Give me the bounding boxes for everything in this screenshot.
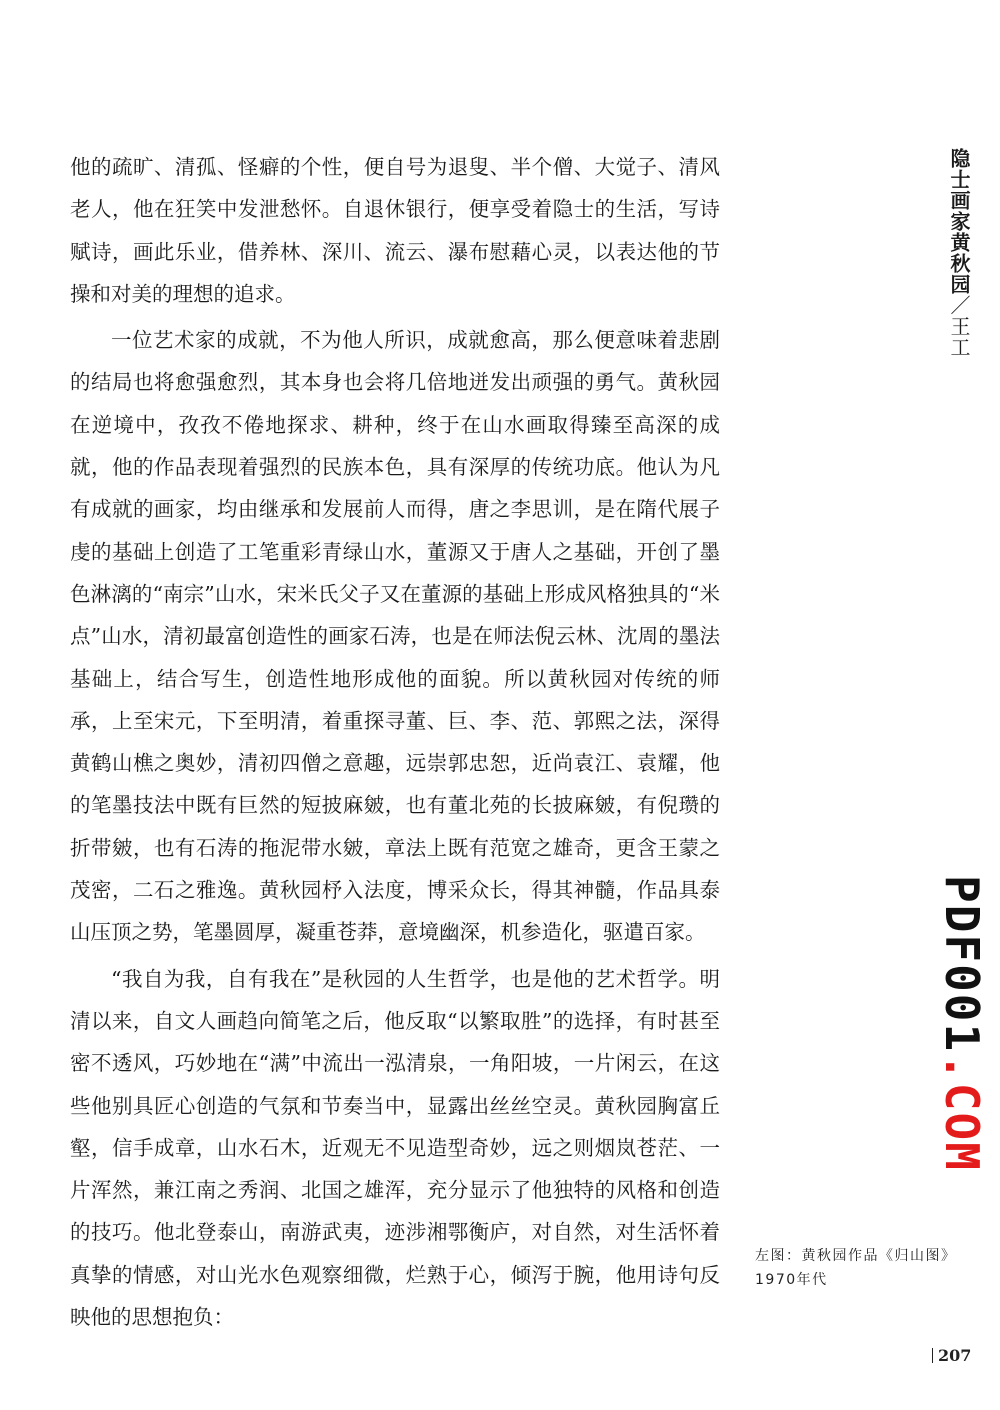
- article-title: 隐士画家黄秋园: [947, 148, 971, 295]
- article-body: [70, 146, 720, 1338]
- watermark-suffix: .COM: [935, 1053, 989, 1172]
- caption-line-1: 左图：黄秋园作品《归山图》: [755, 1248, 957, 1264]
- page-number-rule: [932, 1348, 933, 1363]
- watermark-prefix: PDF001: [935, 875, 989, 1054]
- caption-line-2: 1970年代: [755, 1272, 828, 1288]
- page-number-value: 207: [938, 1346, 972, 1365]
- paragraph-2: 一位艺术家的成就，不为他人所识，成就愈高，那么便意味着悲剧的结局也将愈强愈烈，其本身也会将几倍地迸发出顽强的勇气。黄秋园在逆境中，孜孜不倦地探求、耕种，终于在山水画取得臻至高深的成就，他的作品表现着强烈的民族本色，具有深厚的传统功底。他认为凡有成就的画家，均由继承和发展前人而得，唐之李思训，是在隋代展子虔的基础上创造了工笔重彩青绿山水，董源又于唐人之基础，开创了墨色淋漓的“南宗”山水，宋米氏父子又在董源的基础上形成风格独具的“米点”山水，清初最富创造性的画家石涛，也是在师法倪云林、沈周的墨法基础上，结合写生，创造性地形成他的面貌。所以黄秋园对传统的师承，上至宋元，下至明清，着重探寻董、巨、李、范、郭熙之法，深得黄鹤山樵之奥妙，清初四僧之意趣，远崇郭忠恕，近尚袁江、袁耀，他的笔墨技法中既有巨然的短披麻皴，也有董北苑的长披麻皴，有倪瓒的折带皴，也有石涛的拖泥带水皴，章法上既有范宽之雄奇，更含王蒙之茂密，二石之雅逸。黄秋园杼入法度，博采众长，得其神髓，作品具泰山压顶之势，笔墨圆厚，凝重苍莽，意境幽深，机参造化，驱遣百家。: [70, 328, 720, 945]
- author-name: 王工: [947, 316, 971, 358]
- paragraph-3: “我自为我，自有我在”是秋园的人生哲学，也是他的艺术哲学。明清以来，自文人画趋向简笔之后，他反取“以繁取胜”的选择，有时甚至密不透风，巧妙地在“满”中流出一泓清泉，一角阳坡，一片闲云，在这些他别具匠心创造的气氛和节奏当中，显露出丝丝空灵。黄秋园胸富丘壑，信手成章，山水石木，近观无不见造型奇妙，远之则烟岚苍茫、一片浑然，兼江南之秀润、北国之雄浑，充分显示了他独特的风格和创造的技巧。他北登泰山，南游武夷，迹涉湘鄂衡庐，对自然，对生活怀着真挚的情感，对山光水色观察细微，烂熟于心，倾泻于腕，他用诗句反映他的思想抱负：: [70, 966, 720, 1330]
- watermark-logo: [930, 875, 990, 1172]
- page-number: [932, 1346, 971, 1365]
- title-separator: ／: [947, 295, 971, 316]
- paragraph-1: 他的疏旷、清孤、怪癖的个性，便自号为退叟、半个僧、大觉子、清风老人，他在狂笑中发泄愁怀。自退休银行，便享受着隐士的生活，写诗赋诗，画此乐业，借养林、深川、流云、瀑布慰藉心灵，以表达他的节操和对美的理想的追求。: [70, 155, 720, 306]
- figure-caption: [755, 1244, 985, 1292]
- running-header: [939, 148, 979, 358]
